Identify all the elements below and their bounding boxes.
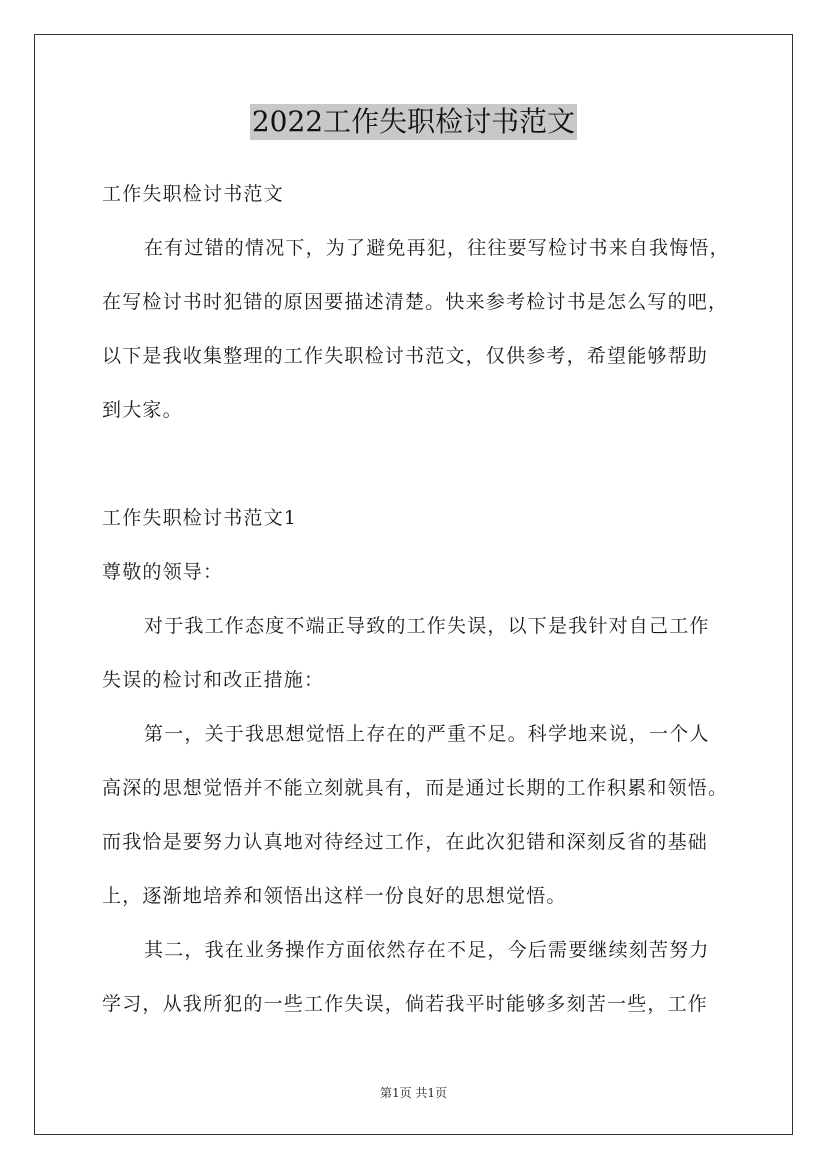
document-title: 2022工作失职检讨书范文: [251, 105, 576, 138]
paragraph-line: 而我恰是要努力认真地对待经过工作，在此次犯错和深刻反省的基础: [102, 831, 709, 853]
paragraph-line: 高深的思想觉悟并不能立刻就具有，而是通过长期的工作积累和领悟。: [102, 777, 729, 799]
salutation: 尊敬的领导：: [102, 561, 224, 583]
paragraph-line: 其二，我在业务操作方面依然存在不足，今后需要继续刻苦努力: [144, 939, 710, 961]
paragraph-line: 学习，从我所犯的一些工作失误，倘若我平时能够多刻苦一些，工作: [102, 993, 709, 1015]
paragraph-line: 以下是我收集整理的工作失职检讨书范文，仅供参考，希望能够帮助: [102, 345, 709, 367]
paragraph-line: 到大家。: [102, 399, 183, 421]
paragraph-line: 上，逐渐地培养和领悟出这样一份良好的思想觉悟。: [102, 885, 567, 907]
paragraph-line: 对于我工作态度不端正导致的工作失误，以下是我针对自己工作: [144, 615, 710, 637]
paragraph-line: 失误的检讨和改正措施：: [102, 669, 325, 691]
page-footer: 第1页 共1页: [379, 1086, 448, 1100]
title-container: [0, 104, 827, 140]
paragraph-line: 在有过错的情况下，为了避免再犯，往往要写检讨书来自我悔悟，: [144, 237, 730, 259]
section-heading: 工作失职检讨书范文1: [102, 507, 298, 529]
paragraph-line: 第一，关于我思想觉悟上存在的严重不足。科学地来说，一个人: [144, 723, 710, 745]
subtitle-line: 工作失职检讨书范文: [102, 183, 284, 205]
paragraph-line: 在写检讨书时犯错的原因要描述清楚。快来参考检讨书是怎么写的吧，: [102, 291, 729, 313]
